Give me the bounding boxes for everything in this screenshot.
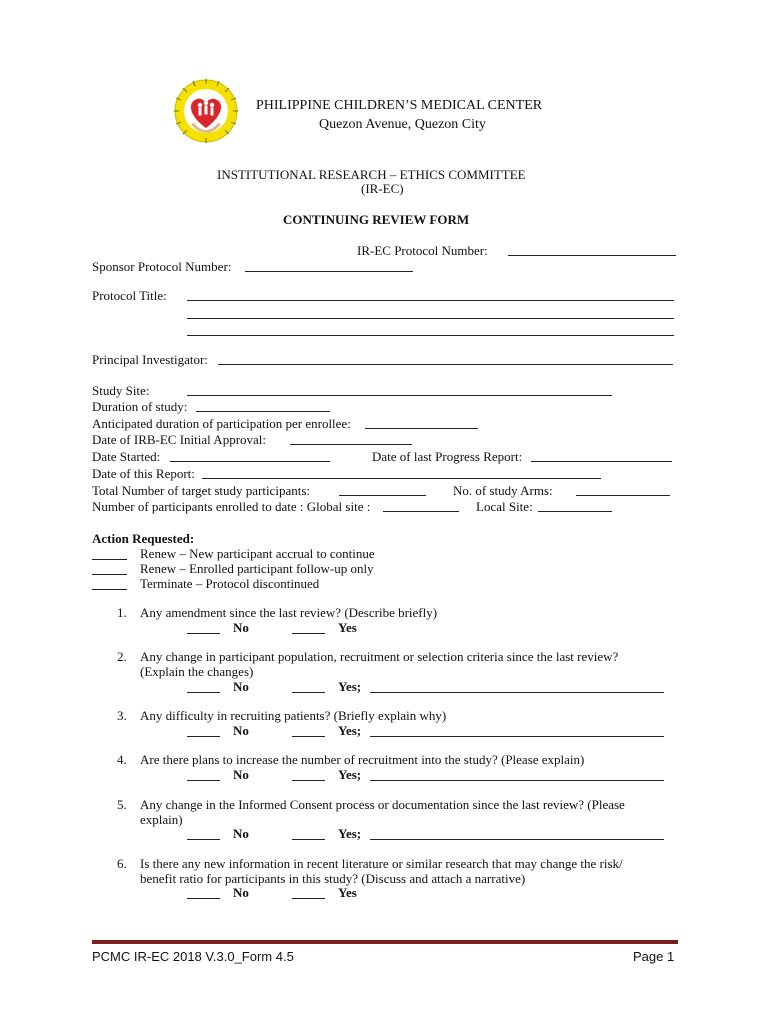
question-2-explain-field[interactable] (370, 681, 664, 693)
question-1-no: No (233, 620, 249, 635)
report-date-label: Date of this Report: (92, 466, 195, 481)
study-arms-label: No. of study Arms: (453, 483, 553, 498)
question-1-yes: Yes (338, 620, 357, 635)
date-started-label: Date Started: (92, 449, 161, 464)
question-5-no-checkline[interactable] (187, 828, 220, 840)
irec-protocol-number-field[interactable] (508, 244, 676, 256)
action-requested-heading: Action Requested: (92, 531, 195, 546)
anticipated-duration-label: Anticipated duration of participation per enrollee: (92, 416, 351, 431)
question-4-yes-checkline[interactable] (292, 769, 325, 781)
form-title: CONTINUING REVIEW FORM (283, 212, 470, 227)
sponsor-protocol-number-field[interactable] (245, 260, 413, 272)
local-site-field[interactable] (538, 500, 612, 512)
question-5-yes: Yes; (338, 826, 362, 841)
question-3-yes: Yes; (338, 723, 362, 738)
question-4-number: 4. (117, 752, 127, 767)
action-renew-followup-checkline[interactable] (92, 563, 127, 575)
question-2-yes-checkline[interactable] (292, 681, 325, 693)
org-name: PHILIPPINE CHILDREN’S MEDICAL CENTER (256, 98, 543, 113)
protocol-title-field-line1[interactable] (187, 289, 674, 301)
question-2-number: 2. (117, 649, 127, 664)
action-option-renew-followup: Renew – Enrolled participant follow-up only (140, 561, 374, 576)
question-5-no: No (233, 826, 249, 841)
question-2-no-checkline[interactable] (187, 681, 220, 693)
protocol-title-label: Protocol Title: (92, 288, 167, 303)
question-6-no-checkline[interactable] (187, 887, 220, 899)
question-5-number: 5. (117, 797, 127, 812)
question-6-yes-checkline[interactable] (292, 887, 325, 899)
irb-approval-date-label: Date of IRB-EC Initial Approval: (92, 432, 267, 447)
last-progress-report-label: Date of last Progress Report: (372, 449, 523, 464)
question-5-text-line2: explain) (140, 812, 183, 827)
protocol-title-field-line2[interactable] (187, 307, 674, 319)
total-target-field[interactable] (339, 484, 426, 496)
study-arms-field[interactable] (576, 484, 670, 496)
study-site-field[interactable] (187, 384, 612, 396)
enrolled-global-label: Number of participants enrolled to date : Global site : (92, 499, 371, 514)
question-4-no-checkline[interactable] (187, 769, 220, 781)
committee-abbr: (IR-EC) (361, 181, 404, 196)
committee-name: INSTITUTIONAL RESEARCH – ETHICS COMMITTEE (217, 167, 526, 182)
duration-field[interactable] (196, 400, 330, 412)
question-1-text: Any amendment since the last review? (Describe briefly) (140, 605, 438, 620)
action-option-renew-accrual: Renew – New participant accrual to continue (140, 546, 375, 561)
enrolled-global-field[interactable] (383, 500, 459, 512)
irec-protocol-number-label: IR-EC Protocol Number: (357, 243, 488, 258)
question-2-no: No (233, 679, 249, 694)
org-address: Quezon Avenue, Quezon City (319, 117, 486, 132)
question-6-text-line1: Is there any new information in recent literature or similar research that may change the risk/ (140, 856, 623, 871)
principal-investigator-field[interactable] (218, 353, 673, 365)
action-renew-accrual-checkline[interactable] (92, 548, 127, 560)
question-2-text-line1: Any change in participant population, recruitment or selection criteria since the last review? (140, 649, 619, 664)
question-6-no: No (233, 885, 249, 900)
question-4-explain-field[interactable] (370, 769, 664, 781)
question-2-text-line2: (Explain the changes) (140, 664, 254, 679)
question-3-no: No (233, 723, 249, 738)
question-4-no: No (233, 767, 249, 782)
question-5-yes-checkline[interactable] (292, 828, 325, 840)
question-6-text-line2: benefit ratio for participants in this study? (Discuss and attach a narrative) (140, 871, 526, 886)
action-terminate-checkline[interactable] (92, 578, 127, 590)
question-3-text: Any difficulty in recruiting patients? (Briefly explain why) (140, 708, 447, 723)
sponsor-protocol-number-label: Sponsor Protocol Number: (92, 259, 232, 274)
footer-rule (92, 940, 678, 944)
study-site-label: Study Site: (92, 383, 150, 398)
pcmc-logo (173, 78, 239, 144)
anticipated-duration-field[interactable] (365, 417, 478, 429)
question-4-yes: Yes; (338, 767, 362, 782)
irb-approval-date-field[interactable] (290, 433, 412, 445)
question-4-text: Are there plans to increase the number of recruitment into the study? (Please explain) (140, 752, 585, 767)
question-5-text-line1: Any change in the Informed Consent process or documentation since the last review? (Please (140, 797, 625, 812)
question-6-yes: Yes (338, 885, 357, 900)
question-3-yes-checkline[interactable] (292, 725, 325, 737)
question-2-yes: Yes; (338, 679, 362, 694)
action-option-terminate: Terminate – Protocol discontinued (140, 576, 320, 591)
date-started-field[interactable] (170, 450, 330, 462)
local-site-label: Local Site: (476, 499, 533, 514)
footer-page-number: Page 1 (633, 949, 675, 964)
total-target-label: Total Number of target study participants: (92, 483, 310, 498)
last-progress-report-field[interactable] (531, 450, 672, 462)
question-3-no-checkline[interactable] (187, 725, 220, 737)
report-date-field[interactable] (202, 467, 601, 479)
duration-label: Duration of study: (92, 399, 188, 414)
question-6-number: 6. (117, 856, 127, 871)
principal-investigator-label: Principal Investigator: (92, 352, 208, 367)
footer-form-code: PCMC IR-EC 2018 V.3.0_Form 4.5 (92, 949, 294, 964)
question-1-no-checkline[interactable] (187, 622, 220, 634)
question-5-explain-field[interactable] (370, 828, 664, 840)
question-1-yes-checkline[interactable] (292, 622, 325, 634)
question-3-explain-field[interactable] (370, 725, 664, 737)
question-3-number: 3. (117, 708, 127, 723)
protocol-title-field-line3[interactable] (187, 324, 674, 336)
question-1-number: 1. (117, 605, 127, 620)
